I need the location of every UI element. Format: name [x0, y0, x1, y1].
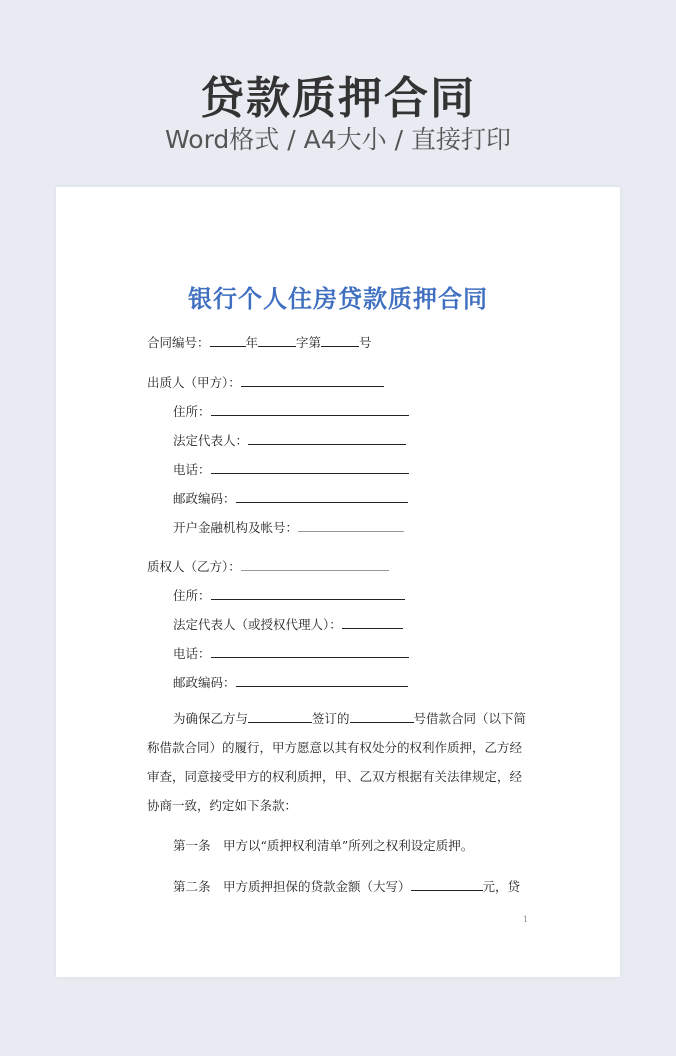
pledgee-name-blank[interactable]	[241, 558, 389, 571]
pledgor-bank-blank[interactable]	[298, 519, 404, 532]
preamble-paragraph	[147, 704, 528, 820]
pledgee-postcode-line	[173, 673, 408, 691]
document-page	[56, 187, 620, 977]
pledgee-address-blank[interactable]	[211, 587, 405, 600]
pledgee-address-line	[173, 586, 405, 604]
pledgee-legal-rep-label: 法定代表人（或授权代理人）：	[173, 617, 342, 632]
pledgor-address-line	[173, 402, 409, 420]
pledgee-phone-line	[173, 644, 409, 662]
article-1: 第一条 甲方以“质押权利清单”所列之权利设定质押。	[173, 838, 474, 853]
pledgee-phone-blank[interactable]	[211, 645, 409, 658]
pledgee-phone-label: 电话：	[173, 646, 211, 661]
preamble-part1: 为确保乙方与	[173, 711, 249, 726]
number-blank[interactable]	[321, 334, 359, 347]
word-blank[interactable]	[258, 334, 296, 347]
article-2-text: 第二条 甲方质押担保的贷款金额（大写）	[173, 879, 411, 894]
article-2-suffix: 元，贷	[482, 879, 521, 894]
loan-contract-number-blank[interactable]	[350, 710, 414, 723]
document-title: 银行个人住房贷款质押合同	[188, 284, 488, 313]
pledgee-postcode-blank[interactable]	[236, 674, 408, 687]
pledgor-address-blank[interactable]	[211, 403, 409, 416]
pledgor-phone-line	[173, 460, 409, 478]
pledgee-heading: 质权人（乙方）：	[147, 559, 241, 574]
preamble-part3: 号借款合同（以下简称借款合同）的履行，甲方愿意以其有权处分的权利作质押，乙方经审查，同意接受甲方的权利质押，甲、乙双方根据有关法律规定，经协商一致，约定如下条款：	[147, 711, 527, 813]
contract-number-line	[147, 333, 372, 351]
pledgor-phone-blank[interactable]	[211, 461, 409, 474]
page-title: 贷款质押合同	[200, 73, 476, 124]
borrower-blank[interactable]	[248, 710, 312, 723]
word-label: 字第	[296, 335, 322, 350]
pledgor-legal-rep-line	[173, 431, 406, 449]
preamble-part2: 签订的	[312, 711, 350, 726]
pledgor-bank-label: 开户金融机构及帐号：	[173, 520, 299, 535]
contract-number-label: 合同编号：	[147, 335, 210, 350]
pledgor-heading: 出质人（甲方）：	[147, 375, 241, 390]
pledgee-heading-line	[147, 557, 389, 575]
pledgor-legal-rep-label: 法定代表人：	[173, 433, 249, 448]
pledgor-phone-label: 电话：	[173, 462, 211, 477]
pledgee-legal-rep-blank[interactable]	[342, 616, 403, 629]
pledgee-legal-rep-line	[173, 615, 403, 633]
loan-amount-blank[interactable]	[411, 878, 483, 891]
pledgee-postcode-label: 邮政编码：	[173, 675, 236, 690]
pledgee-address-label: 住所：	[173, 588, 211, 603]
pledgor-postcode-label: 邮政编码：	[173, 491, 236, 506]
pledgor-name-blank[interactable]	[241, 374, 384, 387]
year-label: 年	[245, 335, 259, 350]
pledgor-address-label: 住所：	[173, 404, 211, 419]
pledgor-legal-rep-blank[interactable]	[248, 432, 406, 445]
pledgor-heading-line	[147, 373, 384, 391]
pledgor-postcode-line	[173, 489, 408, 507]
pledgor-postcode-blank[interactable]	[236, 490, 408, 503]
number-label: 号	[359, 335, 372, 350]
page-subtitle: Word格式 / A4大小 / 直接打印	[165, 125, 511, 154]
article-2-line	[173, 877, 520, 895]
pledgor-bank-line	[173, 518, 404, 536]
page-number: 1	[522, 915, 528, 924]
year-blank[interactable]	[210, 334, 246, 347]
